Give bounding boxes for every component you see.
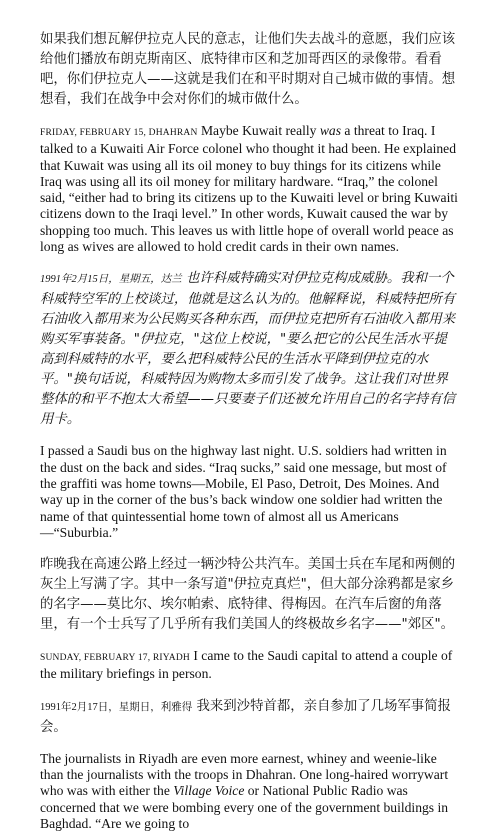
zh-paragraph-intro xyxy=(40,30,460,110)
en-paragraph-bus xyxy=(40,443,460,541)
paragraph-text: 也许科威特确实对伊拉克构成威胁。我和一个科威特空军的上校谈过，他就是这么认为的。他解释说，科威特把所有石油收入都用来为公民购买各种东西，而伊拉克把所有石油收入都用来购买军事装备。"伊拉克，"这位上校说，"要么把它的公民生活水平提高到科威特的水平，要么把科威特公民的生活水平降到伊拉克的水平。"换句话说，科威特因为购物太多而引发了战争。这让我们对世界整体的和平不抱太大希望——只要妻子们还被允许用自己的名字持有信用卡。 xyxy=(40,271,456,428)
en-paragraph-feb15 xyxy=(40,123,460,255)
dateline: FRIDAY, FEBRUARY 15, DHAHRAN xyxy=(40,128,198,138)
dateline: SUNDAY, FEBRUARY 17, RIYADH xyxy=(40,653,190,664)
paragraph-text: or National Public Radio was concerned that we were bombing every one of the government buildings in Baghdad. “Are we going to xyxy=(40,783,449,831)
paragraph-text: Maybe Kuwait really xyxy=(197,123,320,138)
paragraph-text: The journalists in Riyadh are even more earnest, whiney and weenie-like than the journalists with the troops in Dhahran. One long-haired worrywart who was with either the xyxy=(40,750,449,799)
paragraph-text: 昨晚我在高速公路上经过一辆沙特公共汽车。美国士兵在车尾和两侧的灰尘上写满了字。其中一条写道"伊拉克真烂"，但大部分涂鸦都是家乡的名字——莫比尔、埃尔帕索、底特律、得梅因。在汽车后窗的角落里，有一个士兵写了几乎所有我们美国人的终极故乡名字——"郊区"。 xyxy=(40,557,456,633)
dateline: 1991年2月15日，星期五，达兰 xyxy=(40,274,182,286)
paragraph-text: 如果我们想瓦解伊拉克人民的意志，让他们失去战斗的意愿，我们应该给他们播放布朗克斯南区、底特律市区和芝加哥西区的录像带。看看吧，你们伊拉克人——这就是我们在和平时期对自己城市做的事情。想想看，我们在战争中会对你们的城市做什么。 xyxy=(40,32,456,107)
paragraph-text: I came to the Saudi capital to attend a couple of the military briefings in person. xyxy=(40,648,453,682)
zh-paragraph-bus xyxy=(40,555,460,635)
emphasis: Village Voice xyxy=(173,783,245,799)
dateline: 1991年2月17日，星期日，利雅得 xyxy=(40,701,193,713)
paragraph-text: I passed a Saudi bus on the highway last night. U.S. soldiers had written in the dust on the back and sides. “Iraq sucks,” said one message, but most of the graffiti was home towns—Mobile, El Paso, Detroit, Des Moines. And way up in the corner of the bus’s back window one soldier had written the name of that quintessential home town of almost all us Americans—“Suburbia.” xyxy=(40,443,447,540)
zh-paragraph-feb17 xyxy=(40,697,460,738)
emphasis: was xyxy=(319,123,342,138)
en-paragraph-journalists xyxy=(40,751,460,832)
zh-paragraph-feb15 xyxy=(40,269,460,430)
paragraph-text: a threat to Iraq. I talked to a Kuwaiti Air Force colonel who thought it had been. He explained that Kuwait was using all its oil money to buy things for its citizens while Iraq was using all its oil money for military hardware. “Iraq,” the colonel said, “either had to bring its citizens up to the Kuwaiti level or bring Kuwaiti citizens down to the Iraqi level.” In other words, Kuwait caused the war by shopping too much. This leaves us with little hope of overall world peace as long as wives are allowed to hold credit cards in their own names. xyxy=(40,123,458,255)
paragraph-text: 我来到沙特首都，亲自参加了几场军事简报会。 xyxy=(40,698,451,735)
en-paragraph-feb17 xyxy=(40,648,460,683)
